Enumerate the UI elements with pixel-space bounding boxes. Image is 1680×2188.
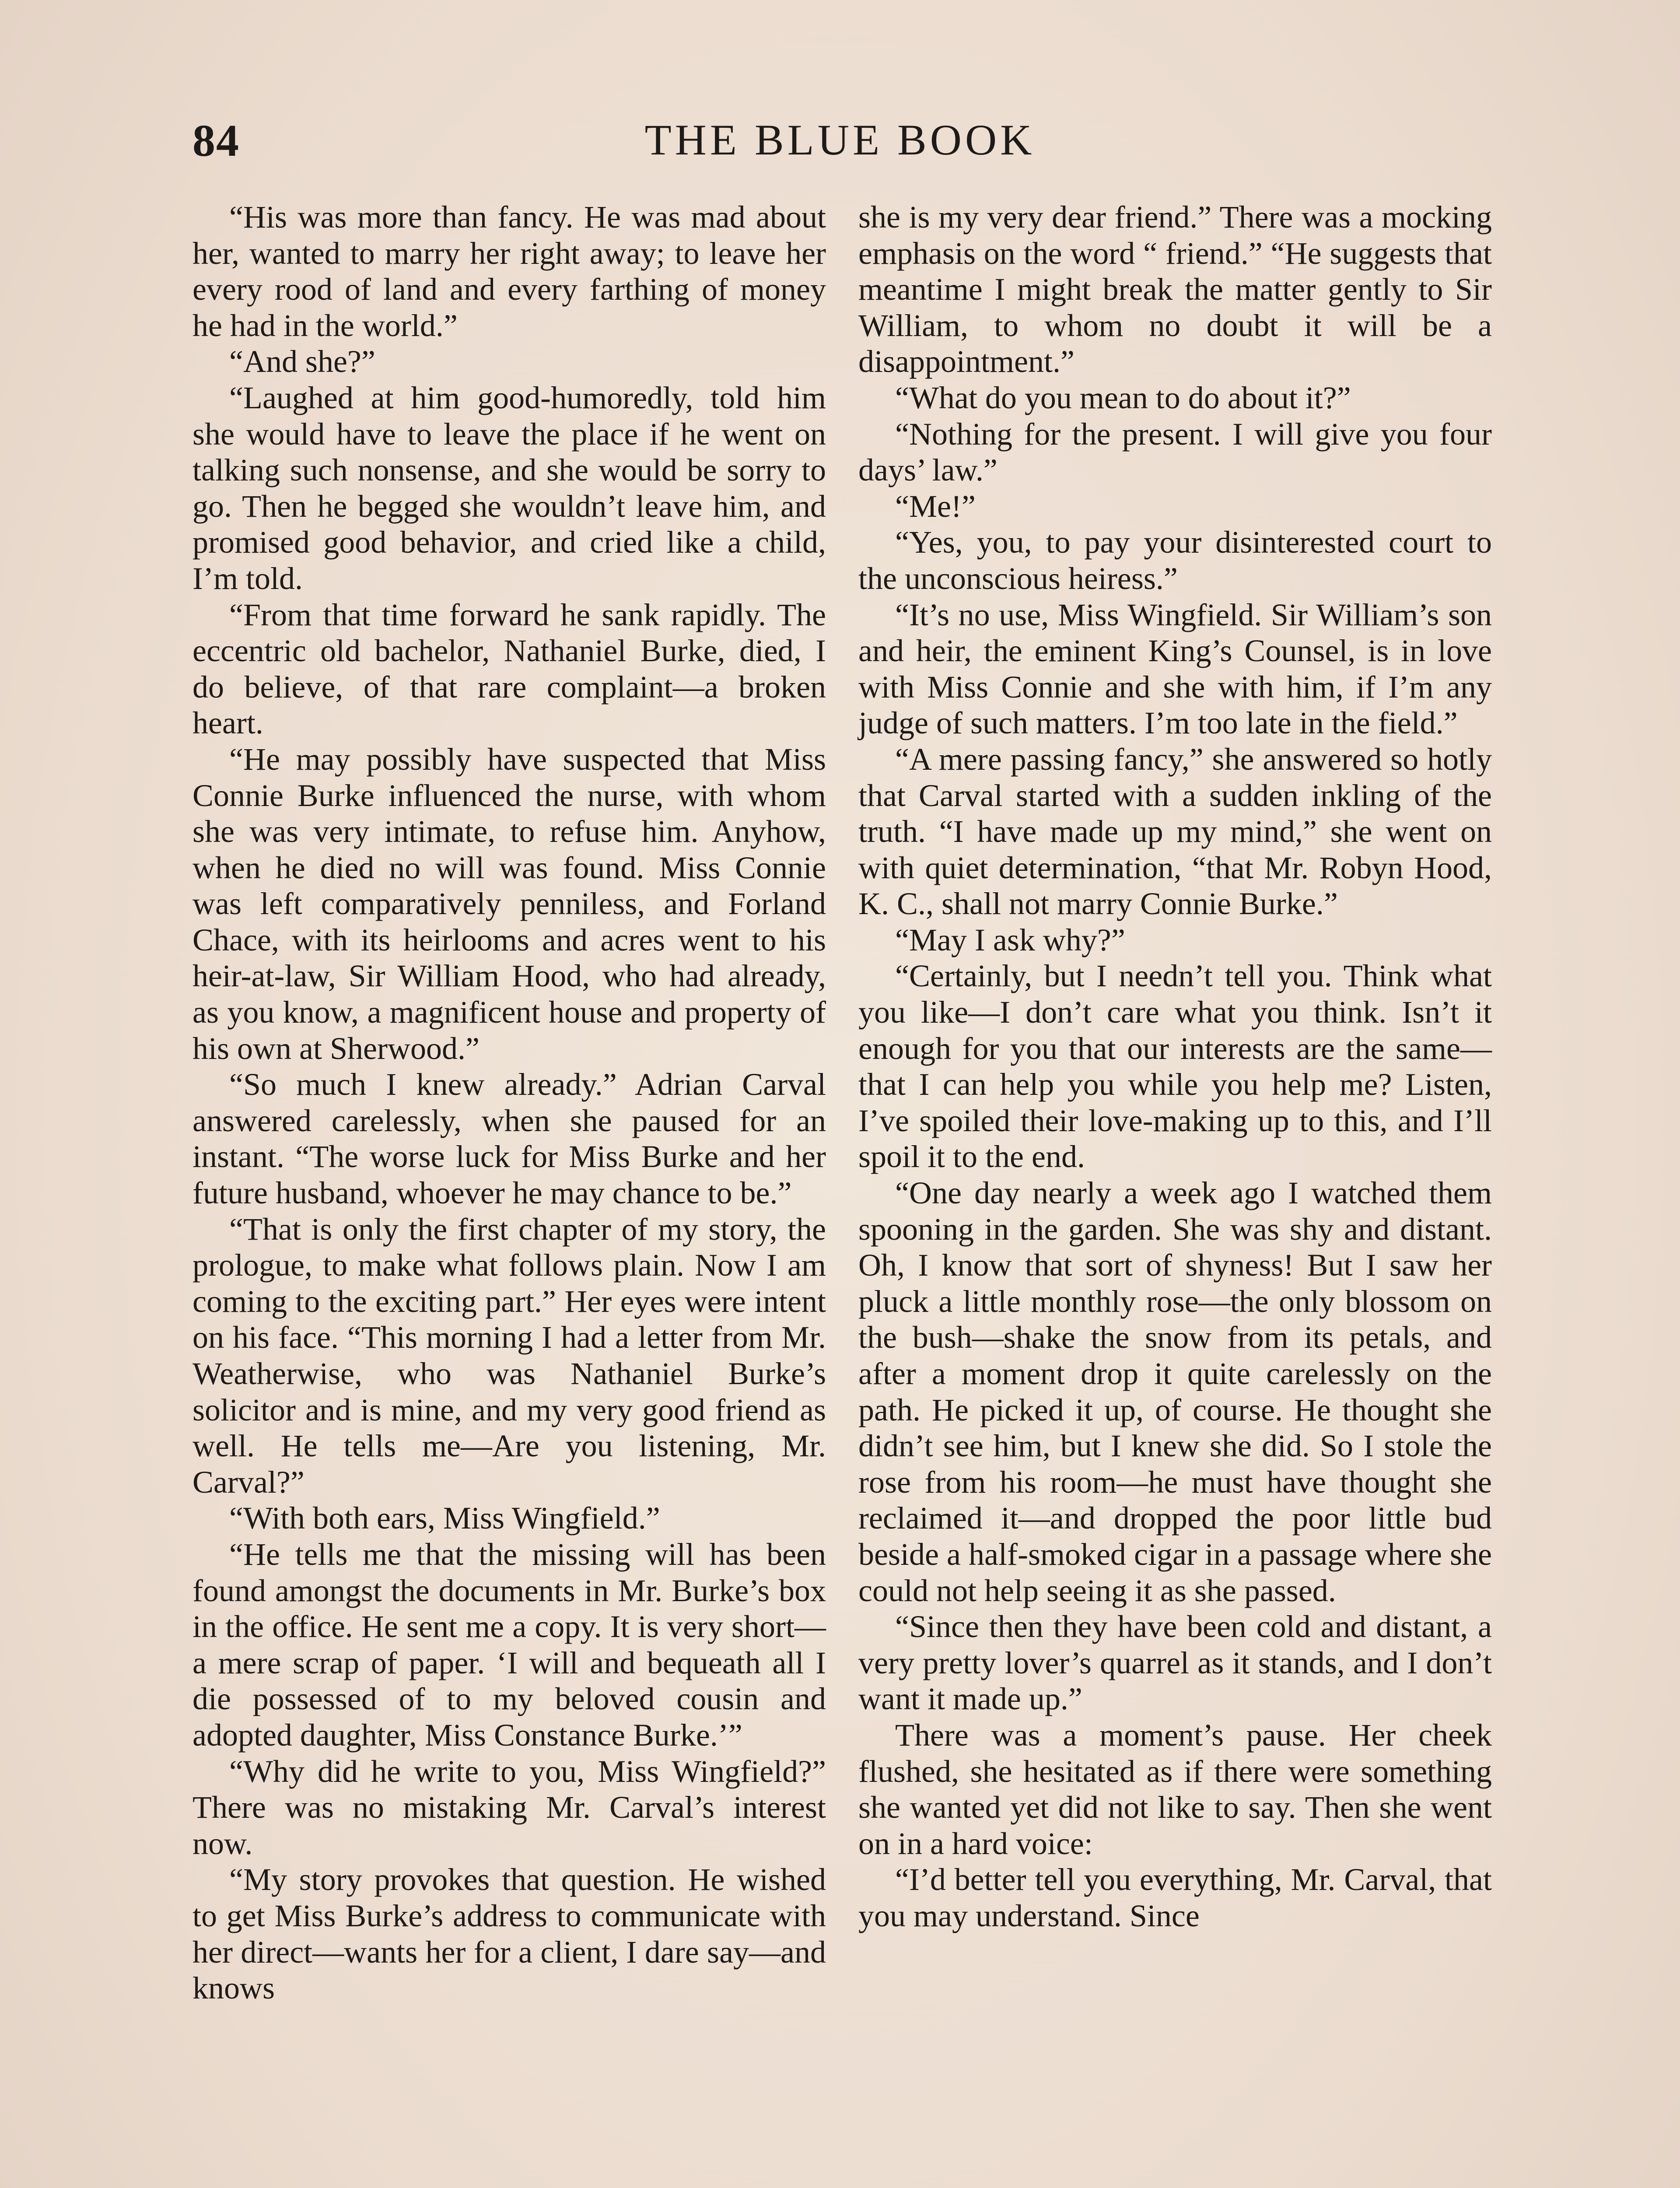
paragraph: she is my very dear friend.” There was a mocking emphasis on the word “ friend.” “He suggests that meantime I might break the matter gently to Sir William, to whom no doubt it will be a disappointment.”	[858, 200, 1492, 379]
paragraph: “One day nearly a week ago I watched them spooning in the garden. She was shy and distant. Oh, I know that sort of shyness! But I saw her pluck a little monthly rose—the only blossom on the bush—shake the snow from its petals, and after a moment drop it quite carelessly on the path. He picked it up, of course. He thought she didn’t see him, but I knew she did. So I stole the rose from his room—he must have thought she reclaimed it—and dropped the poor little bud beside a half-smoked cigar in a passage where she could not help seeing it as she passed.	[858, 1175, 1492, 1608]
running-title: THE BLUE BOOK	[644, 116, 1036, 164]
paragraph: “His was more than fancy. He was mad about her, wanted to marry her right away; to leave her every rood of land and every farthing of money he had in the world.”	[192, 200, 826, 343]
paragraph: “Yes, you, to pay your disinterested court to the unconscious heiress.”	[858, 525, 1492, 596]
paragraph: “May I ask why?”	[895, 922, 1125, 957]
paragraph: “Why did he write to you, Miss Wingfield?” There was no mistaking Mr. Carval’s interest now.	[192, 1753, 826, 1861]
paragraph: “Me!”	[895, 488, 976, 524]
paragraph: “It’s no use, Miss Wingfield. Sir William’s son and heir, the eminent King’s Counsel, is in love with Miss Connie and she with him, if I’m any judge of such matters. I’m too late in the field.”	[858, 597, 1492, 741]
paragraph: “That is only the first chapter of my story, the prologue, to make what follows plain. Now I am coming to the exciting part.” Her eyes were intent on his face. “This morning I had a letter from Mr. Weatherwise, who was Nathaniel Burke’s solicitor and is mine, and my very good friend as well. He tells me—Are you listening, Mr. Carval?”	[192, 1211, 826, 1500]
paragraph: “I’d better tell you everything, Mr. Carval, that you may understand. Since	[858, 1862, 1492, 1933]
paragraph: “From that time forward he sank rapidly. The eccentric old bachelor, Nathaniel Burke, died, I do believe, of that rare complaint—a broken heart.	[192, 597, 826, 741]
paragraph: “Since then they have been cold and distant, a very pretty lover’s quarrel as it stands, and I don’t want it made up.”	[858, 1609, 1492, 1717]
paragraph: “Laughed at him good-humoredly, told him she would have to leave the place if he went on talking such nonsense, and she would be sorry to go. Then he begged she wouldn’t leave him, and promised good behavior, and cried like a child, I’m told.	[192, 380, 826, 596]
text-column-left	[192, 199, 826, 2006]
paragraph: “So much I knew already.” Adrian Carval answered carelessly, when she paused for an instant. “The worse luck for Miss Burke and her future husband, whoever he may chance to be.”	[192, 1067, 826, 1211]
paragraph: “With both ears, Miss Wingfield.”	[229, 1501, 660, 1536]
text-column-right	[858, 199, 1492, 1934]
paragraph: “What do you mean to do about it?”	[895, 380, 1351, 415]
paragraph: “Certainly, but I needn’t tell you. Think what you like—I don’t care what you think. Isn’t it enough for you that our interests are the same—that I can help you while you help me? Listen, I’ve spoiled their love-making up to this, and I’ll spoil it to the end.	[858, 958, 1492, 1175]
paragraph: “Nothing for the present. I will give you four days’ law.”	[858, 416, 1492, 488]
paragraph: “He tells me that the missing will has been found amongst the documents in Mr. Burke’s box in the office. He sent me a copy. It is very short—a mere scrap of paper. ‘I will and bequeath all I die possessed of to my beloved cousin and adopted daughter, Miss Constance Burke.’”	[192, 1536, 826, 1753]
paragraph: There was a moment’s pause. Her cheek flushed, she hesitated as if there were something she wanted yet did not like to say. Then she went on in a hard voice:	[858, 1717, 1492, 1861]
paragraph: “And she?”	[229, 344, 375, 379]
paragraph: “My story provokes that question. He wished to get Miss Burke’s address to communicate with her direct—wants her for a client, I dare say—and knows	[192, 1862, 826, 2006]
paragraph: “A mere passing fancy,” she answered so hotly that Carval started with a sudden inkling of the truth. “I have made up my mind,” she went on with quiet determination, “that Mr. Robyn Hood, K. C., shall not marry Connie Burke.”	[858, 741, 1492, 922]
paragraph: “He may possibly have suspected that Miss Connie Burke influenced the nurse, with whom she was very intimate, to refuse him. Anyhow, when he died no will was found. Miss Connie was left comparatively penniless, and Forland Chace, with its heirlooms and acres went to his heir-at-law, Sir William Hood, who had already, as you know, a magnificent house and property of his own at Sherwood.”	[192, 741, 826, 1066]
page-number: 84	[192, 116, 240, 166]
